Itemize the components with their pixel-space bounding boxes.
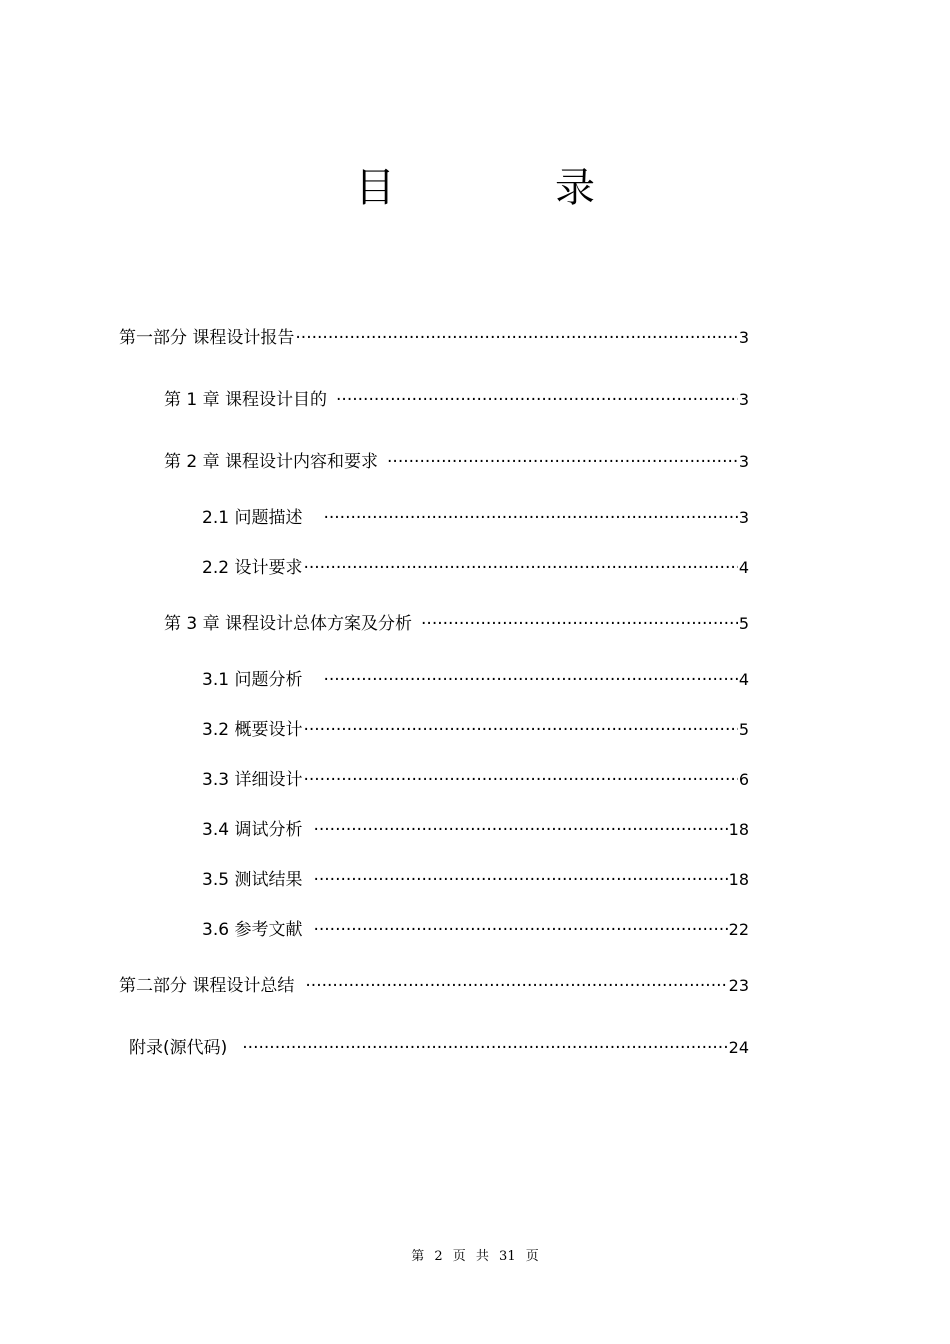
toc-dot-leader [303,556,737,580]
toc-entry-page: 24 [728,1038,749,1057]
toc-entry-section-3-3[interactable] [202,768,749,792]
toc-entry-page: 18 [728,870,749,889]
toc-entry-page: 22 [728,920,749,939]
toc-entry-label: 第 3 章 课程设计总体方案及分析 [164,614,413,634]
toc-dot-leader [313,868,727,892]
toc-dot-leader [313,818,727,842]
toc-dot-leader [303,768,737,792]
toc-entry-page: 6 [738,770,749,789]
toc-entry-label: 3.4 调试分析 [202,820,303,840]
toc-entry-part-1[interactable] [119,326,749,350]
toc-entry-section-3-6[interactable] [202,918,749,942]
toc-entry-label: 3.6 参考文献 [202,920,303,940]
toc-entry-page: 18 [728,820,749,839]
toc-entry-page: 3 [738,508,749,527]
toc-entry-page: 5 [738,720,749,739]
toc-entry-page: 4 [738,670,749,689]
toc-entry-label: 3.2 概要设计 [202,720,303,740]
toc-dot-leader [313,918,727,942]
toc-entry-label: 2.2 设计要求 [202,558,303,578]
toc-entry-part-2[interactable] [119,974,749,998]
toc-entry-section-3-4[interactable] [202,818,749,842]
toc-entry-page: 23 [728,976,749,995]
toc-entry-page: 4 [738,558,749,577]
toc-dot-leader [295,326,737,350]
toc-entry-label: 3.1 问题分析 [202,670,303,690]
toc-entry-label: 第二部分 课程设计总结 [119,976,295,996]
toc-entry-label: 2.1 问题描述 [202,508,303,528]
toc-entry-section-3-2[interactable] [202,718,749,742]
toc-entry-section-3-5[interactable] [202,868,749,892]
toc-dot-leader [421,612,738,636]
toc-entry-chapter-1[interactable] [164,388,749,412]
toc-dot-leader [323,668,737,692]
toc-entry-section-2-2[interactable] [202,556,749,580]
toc-entry-section-2-1[interactable] [202,506,749,530]
toc-entry-page: 3 [738,328,749,347]
toc-dot-leader [242,1036,727,1060]
toc-entry-label: 3.3 详细设计 [202,770,303,790]
toc-entry-label: 第 2 章 课程设计内容和要求 [164,452,379,472]
toc-dot-leader [323,506,737,530]
page-footer: 第 2 页 共 31 页 [411,1249,539,1264]
toc-entry-page: 3 [738,390,749,409]
toc-entry-label: 第 1 章 课程设计目的 [164,390,328,410]
toc-entry-label: 第一部分 课程设计报告 [119,328,295,348]
toc-dot-leader [303,718,737,742]
title-char-1: 目 [355,165,395,211]
toc-entry-page: 5 [738,614,749,633]
toc-entry-appendix[interactable] [129,1036,749,1060]
toc-dot-leader [336,388,738,412]
page-title [0,163,950,213]
toc-dot-leader [305,974,727,998]
title-char-2: 录 [555,165,595,211]
toc-entry-page: 3 [738,452,749,471]
toc-dot-leader [387,450,738,474]
toc-entry-chapter-3[interactable] [164,612,749,636]
toc-entry-section-3-1[interactable] [202,668,749,692]
toc-entry-label: 3.5 测试结果 [202,870,303,890]
toc-entry-chapter-2[interactable] [164,450,749,474]
toc-entry-label: 附录(源代码) [129,1038,228,1058]
